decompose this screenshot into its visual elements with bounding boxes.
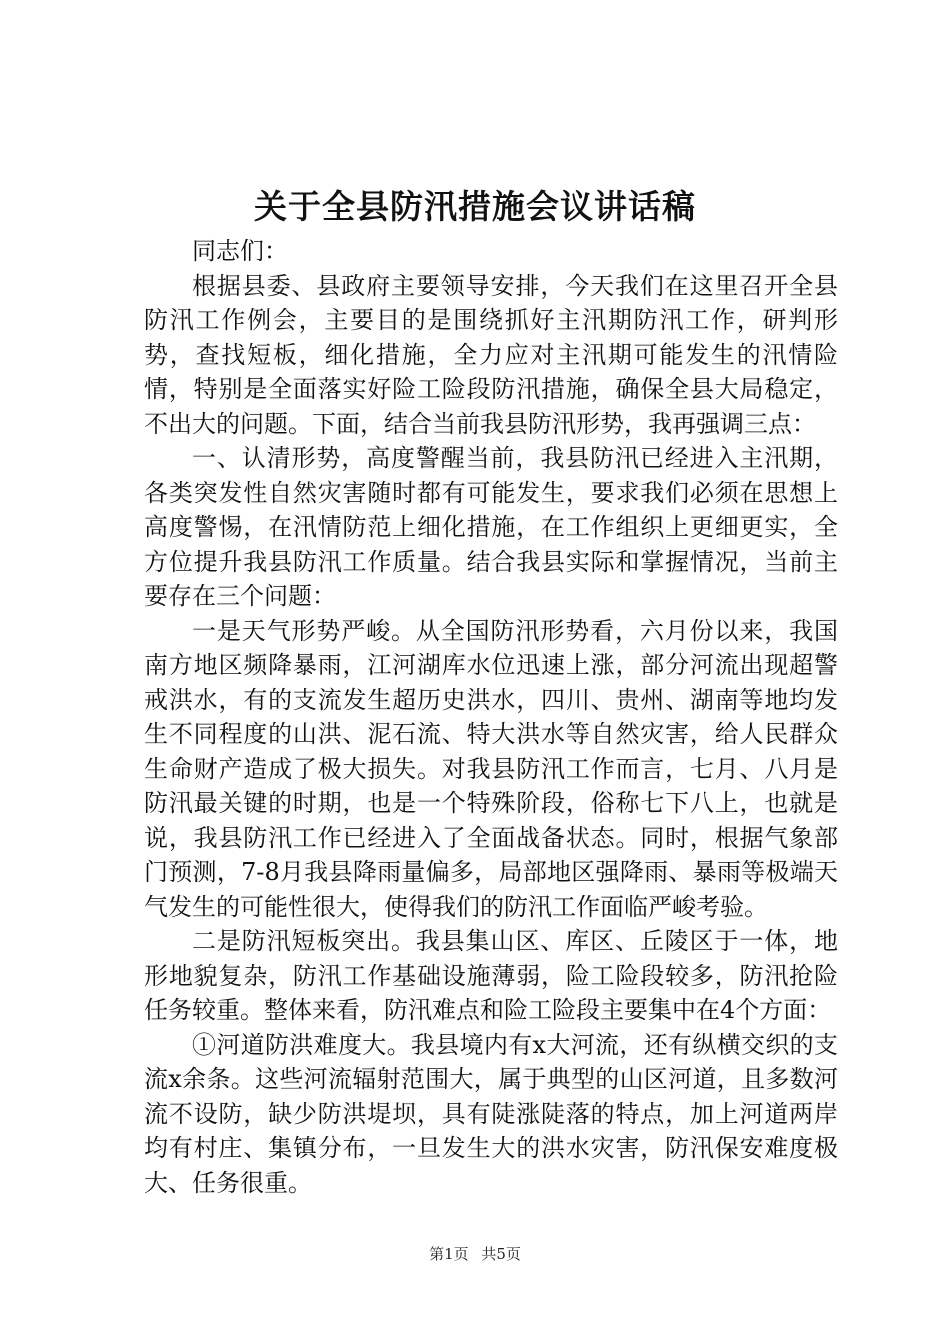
document-body [144, 234, 838, 1200]
document-title: 关于全县防汛措施会议讲话稿 [254, 187, 696, 226]
page-footer [0, 1244, 950, 1264]
weather-situation-paragraph: 一是天气形势严峻。从全国防汛形势看，六月份以来，我国南方地区频降暴雨，江河湖库水位迅速上涨，部分河流出现超警戒洪水，有的支流发生超历史洪水，四川、贵州、湖南等地均发生不同程度的山洪、泥石流、特大洪水等自然灾害，给人民群众生命财产造成了极大损失。对我县防汛工作而言，七月、八月是防汛最关键的时期，也是一个特殊阶段，俗称七下八上，也就是说，我县防汛工作已经进入了全面战备状态。同时，根据气象部门预测，7-8月我县降雨量偏多，局部地区强降雨、暴雨等极端天气发生的可能性很大，使得我们的防汛工作面临严峻考验。 [144, 616, 838, 921]
page-total: 共5页 [481, 1245, 521, 1263]
weak-points-paragraph: 二是防汛短板突出。我县集山区、库区、丘陵区于一体，地形地貌复杂，防汛工作基础设施薄弱，险工险段较多，防汛抢险任务较重。整体来看，防汛难点和险工险段主要集中在4个方面： [144, 927, 838, 1024]
intro-paragraph: 根据县委、县政府主要领导安排，今天我们在这里召开全县防汛工作例会，主要目的是围绕抓好主汛期防汛工作，研判形势，查找短板，细化措施，全力应对主汛期可能发生的汛情险情，特别是全面落实好险工险段防汛措施，确保全县大局稳定，不出大的问题。下面，结合当前我县防汛形势，我再强调三点： [144, 271, 838, 438]
section-one-paragraph: 一、认清形势，高度警醒当前，我县防汛已经进入主汛期，各类突发性自然灾害随时都有可能发生，要求我们必须在思想上高度警惕，在汛情防范上细化措施，在工作组织上更细更实，全方位提升我县防汛工作质量。结合我县实际和掌握情况，当前主要存在三个问题： [144, 444, 838, 610]
page-number: 第1页 [429, 1245, 469, 1263]
river-control-paragraph: ①河道防洪难度大。我县境内有x大河流，还有纵横交织的支流x余条。这些河流辐射范围大，属于典型的山区河道，且多数河流不设防，缺少防洪堤坝，具有陡涨陡落的特点，加上河道两岸均有村庄、集镇分布，一旦发生大的洪水灾害，防汛保安难度极大、任务很重。 [144, 1030, 838, 1197]
salutation-paragraph: 同志们： [192, 237, 288, 265]
